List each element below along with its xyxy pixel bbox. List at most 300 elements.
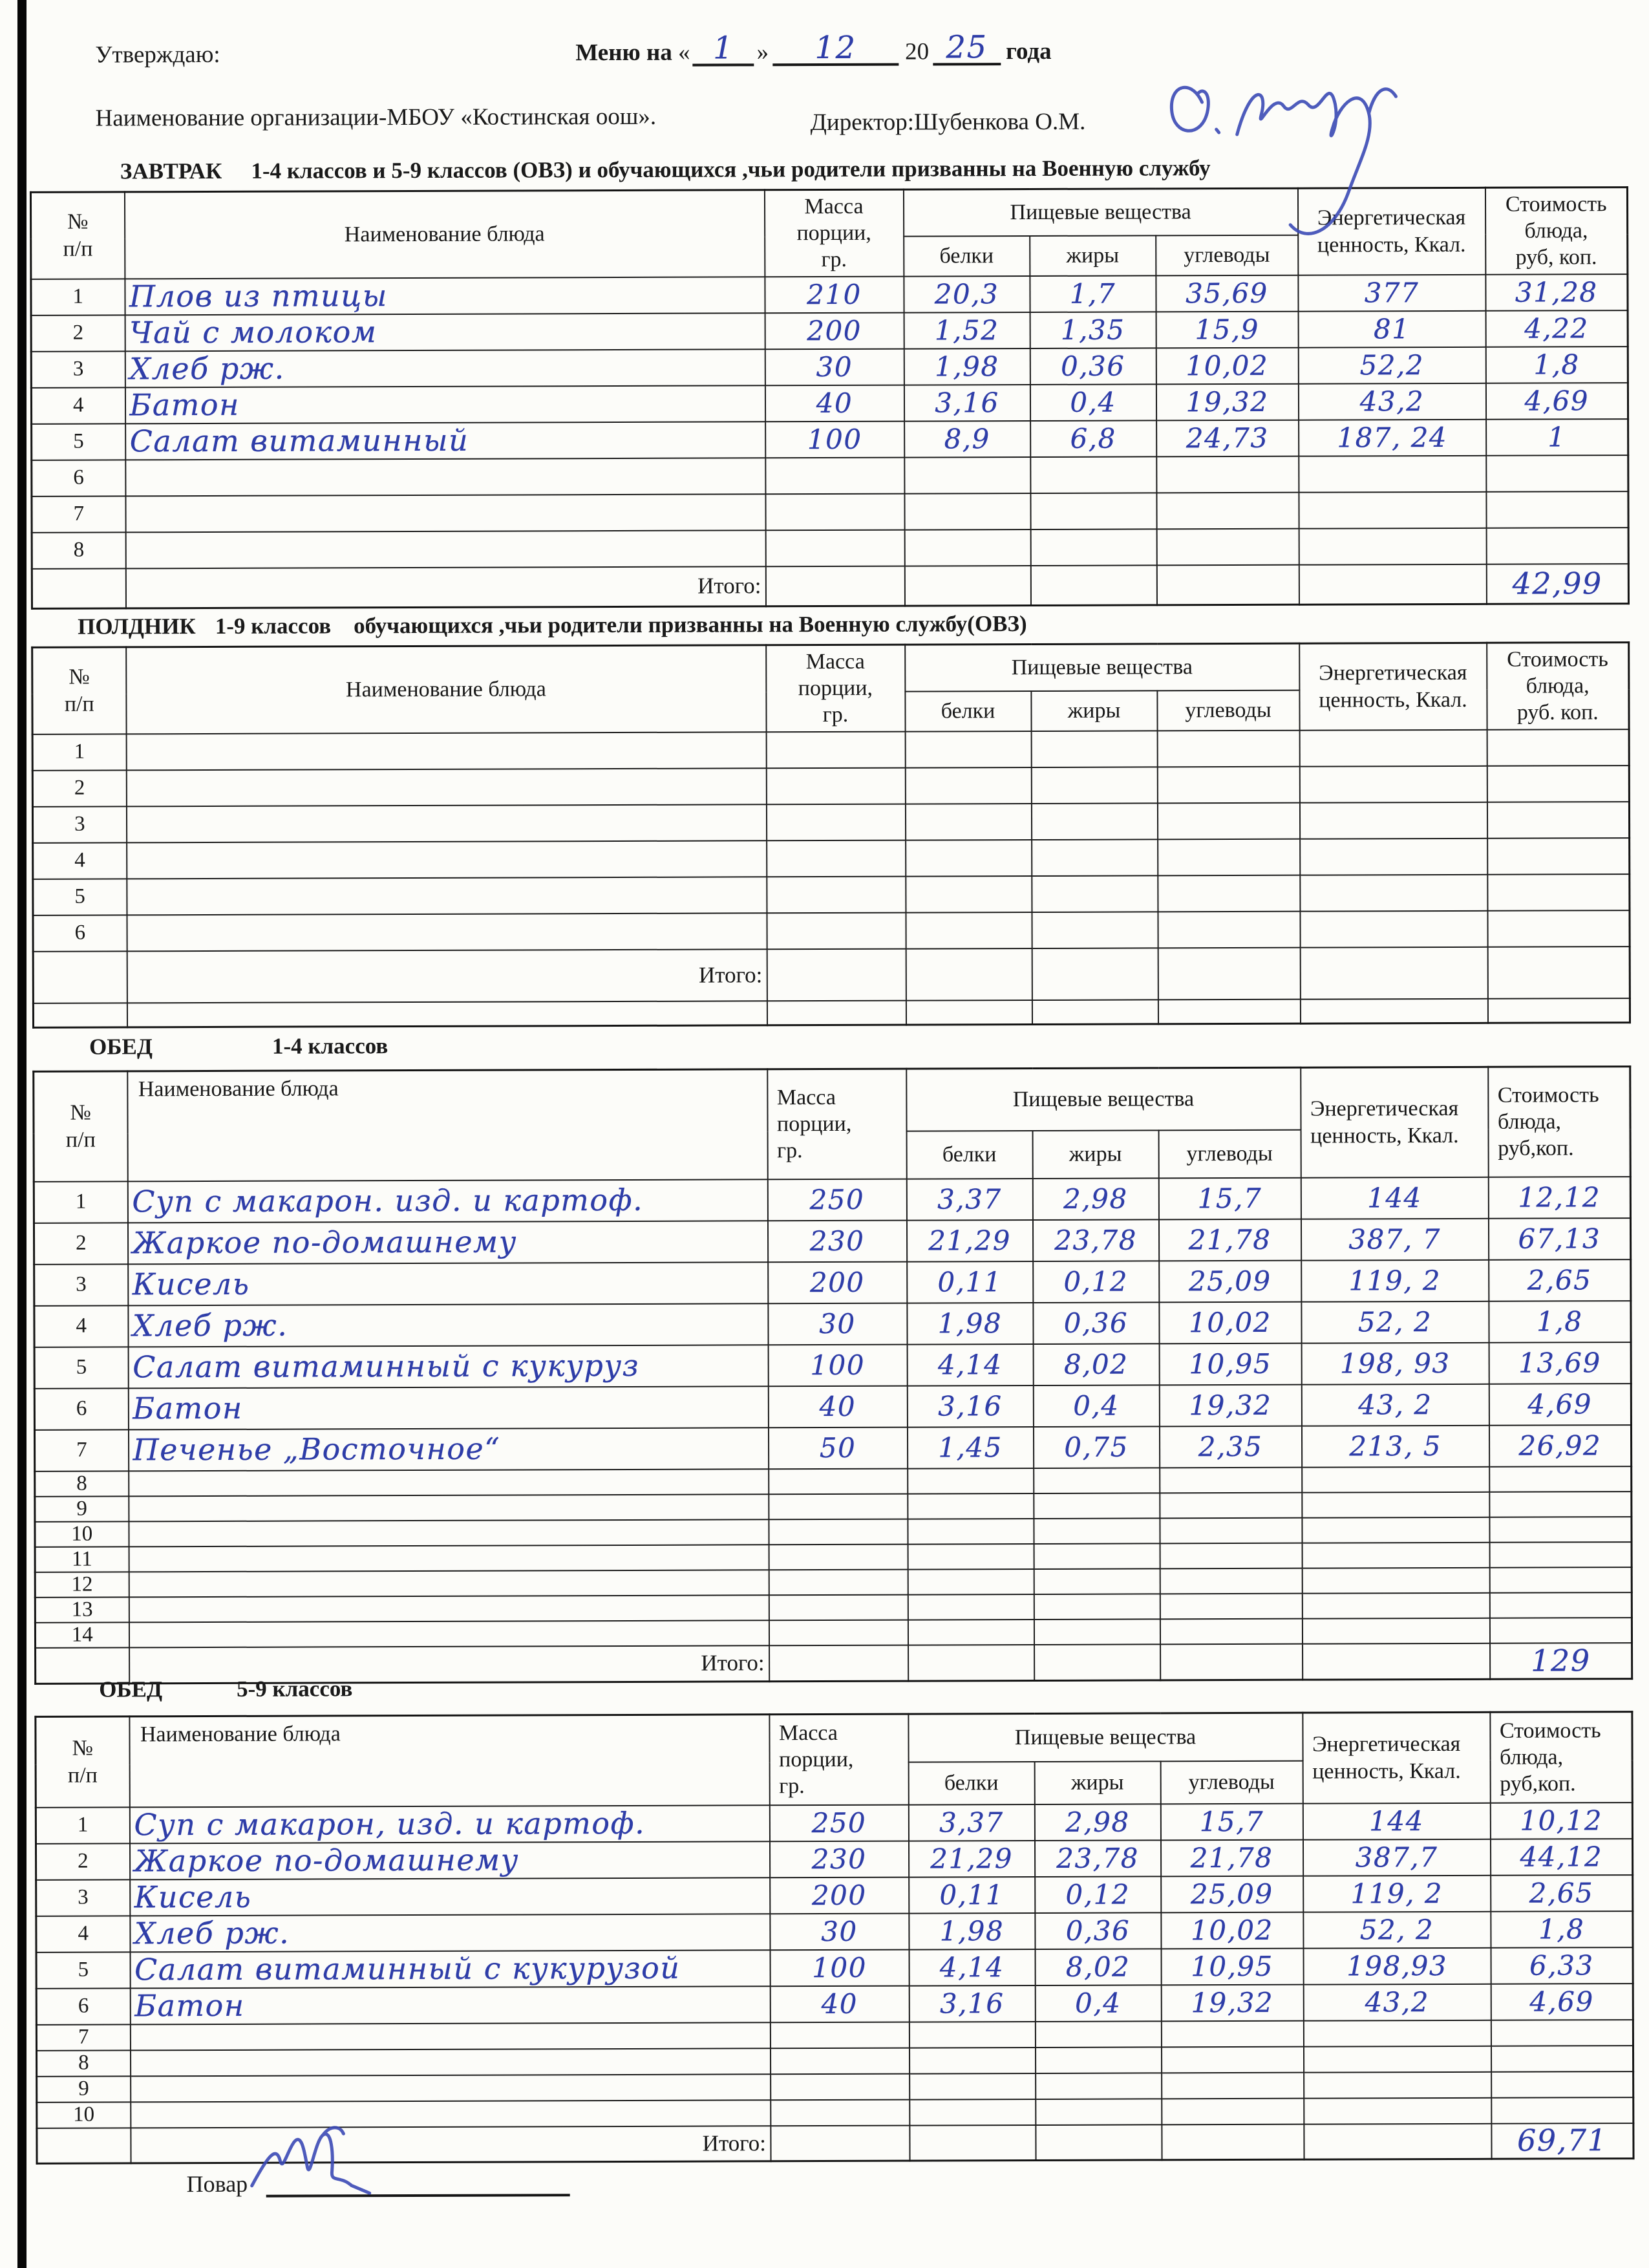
cell-row-number: 7 [36,2024,130,2050]
cell-dish-name [129,1519,769,1546]
cell-protein [910,2073,1036,2099]
cell-empty [906,948,1032,1000]
cell-cost: 1,8 [1491,1911,1633,1948]
cell-energy [1304,2097,1491,2124]
col-header-number: № п/п [34,1071,128,1181]
cell-row-number: 8 [32,532,125,568]
table-row [34,1259,1631,1306]
cell-fat: 0,75 [1033,1426,1159,1468]
meal-scope: 1-4 классов [271,1033,388,1059]
col-header-protein: белки [906,1130,1032,1179]
cell-fat [1034,1594,1160,1620]
cell-empty [1032,948,1158,1000]
cell-energy [1304,2046,1491,2072]
table-row [32,729,1629,771]
cell-protein [904,456,1030,493]
cell-protein: 20,3 [904,275,1030,312]
cell-row-number: 4 [34,1305,128,1347]
cell-carbs: 19,32 [1159,1384,1301,1426]
cell-energy [1302,1466,1489,1492]
cell-row-number: 5 [32,423,125,460]
cell-energy: 43,2 [1298,383,1485,420]
cell-fat [1035,2021,1161,2048]
cell-empty [33,1003,127,1027]
total-cost-value: 42,99 [1486,564,1628,604]
cell-protein [904,493,1030,530]
col-header-carbs: углеводы [1160,1760,1303,1804]
cell-cost [1486,528,1628,564]
col-header-cost: Стоимость блюда, руб,коп. [1488,1067,1631,1177]
cell-dish-name: Батон [130,1986,770,2024]
cell-fat: 0,36 [1035,1912,1161,1949]
cell-mass [769,1594,908,1620]
cell-fat [1034,1619,1160,1645]
col-header-protein: белки [908,1761,1034,1804]
cell-empty [32,568,125,608]
cell-empty [765,566,904,606]
cell-carbs: 15,7 [1158,1177,1301,1219]
cell-fat: 23,78 [1032,1219,1158,1261]
table-row [31,310,1628,352]
table-row [33,838,1630,879]
table-row [36,1984,1633,2025]
cell-carbs [1160,1517,1302,1543]
cell-mass: 50 [768,1427,907,1469]
cell-row-number: 8 [35,1471,129,1496]
snack-table [31,641,1631,1029]
total-label: Итого: [127,949,767,1003]
col-header-energy: Энергетическая ценность, Ккал. [1297,187,1485,275]
cell-empty [37,2128,131,2163]
cell-empty [767,1000,906,1025]
cell-row-number: 3 [31,351,125,387]
cell-dish-name [127,840,767,879]
cell-mass: 250 [769,1804,908,1841]
cell-dish-name: Батон [128,1386,768,1429]
col-header-dish: Наименование блюда [127,1069,768,1181]
cell-protein [906,875,1032,912]
cell-cost: 1 [1486,419,1628,456]
cell-row-number: 10 [35,1521,129,1546]
cell-protein: 1,45 [907,1426,1033,1468]
menu-century: 20 [905,38,930,65]
cell-mass [771,2099,910,2126]
cell-fat [1031,731,1157,767]
menu-month-handwritten: 12 [814,29,856,67]
cell-carbs [1161,2020,1303,2047]
table-row [32,802,1629,843]
cell-mass: 200 [770,1877,909,1914]
cell-carbs [1157,730,1299,767]
cell-protein [908,1518,1034,1544]
cell-fat: 8,02 [1035,1949,1161,1985]
cell-carbs [1157,766,1299,803]
cell-fat: 0,4 [1035,1985,1161,2022]
cell-mass: 30 [770,1913,909,1950]
cell-fat [1034,1568,1160,1594]
cell-energy [1299,765,1487,802]
lunch-5-9-table [34,1711,1634,2165]
cell-energy: 387, 7 [1301,1218,1488,1260]
cell-protein [908,1568,1034,1594]
cell-row-number: 1 [36,1807,129,1843]
cell-dish-name [129,1469,769,1496]
cell-carbs: 21,78 [1160,1839,1303,1876]
cell-carbs: 10,02 [1161,1912,1303,1949]
cell-empty [1487,998,1630,1023]
cell-cost [1489,1517,1632,1543]
cell-fat [1031,767,1157,804]
cell-energy: 119, 2 [1303,1875,1491,1912]
cell-dish-name [126,768,766,806]
cell-row-number: 10 [37,2102,131,2128]
cell-energy: 198, 93 [1301,1342,1489,1384]
table-row [36,1911,1633,1952]
col-header-carbs: углеводы [1157,690,1299,731]
cell-protein: 3,37 [906,1178,1032,1220]
cell-cost: 4,69 [1489,1384,1631,1426]
col-header-dish: Наименование блюда [126,645,766,734]
table-row [32,765,1629,807]
cell-empty [1158,947,1300,1000]
cell-dish-name: Салат витаминный [125,422,765,460]
cell-carbs [1160,1492,1302,1518]
cell-energy: 377 [1298,274,1485,311]
cell-protein [908,1543,1034,1569]
cell-protein: 3,16 [909,1985,1035,2022]
cell-energy: 119, 2 [1301,1259,1489,1301]
cell-row-number: 4 [31,387,125,423]
cell-protein [910,2099,1036,2125]
cell-mass [769,1519,908,1545]
table-row [31,383,1628,424]
cell-protein: 1,98 [904,348,1030,385]
cell-mass [766,731,905,768]
total-row [32,564,1628,609]
cell-carbs [1158,875,1300,912]
cell-cost [1489,1567,1632,1593]
cell-empty [1304,2123,1491,2159]
cell-cost [1491,2071,1633,2098]
cell-mass: 40 [765,385,904,422]
cell-dish-name: Жаркое по-домашнему [127,1221,767,1264]
cell-fat [1035,2047,1161,2073]
cell-row-number: 6 [36,1988,130,2024]
cell-protein: 21,29 [906,1219,1032,1261]
table-row [36,1947,1633,1989]
cell-fat: 23,78 [1034,1840,1160,1877]
cell-row-number: 1 [32,734,126,770]
cell-carbs: 19,32 [1161,1984,1303,2021]
cell-fat [1034,1468,1160,1493]
cell-fat: 8,02 [1033,1343,1159,1385]
cell-protein [909,2021,1035,2048]
col-header-cost: Стоимость блюда, руб. коп. [1487,643,1629,730]
col-header-number: № п/п [36,1717,129,1807]
cell-mass [771,2073,910,2100]
cell-empty [767,948,906,1001]
meal-scope: 1-4 классов и 5-9 классов (ОВЗ) и обучающихся ,чьи родители призванны на Военную службу [251,155,1211,184]
cell-dish-name: Хлеб рж. [128,1303,768,1347]
cell-carbs [1160,1593,1302,1619]
cell-row-number: 13 [35,1597,129,1622]
table-row [34,1342,1631,1389]
menu-suffix: года [1006,37,1052,65]
cell-protein: 3,16 [907,1385,1033,1427]
cell-dish-name: Жаркое по-домашнему [129,1841,769,1879]
col-header-nutrients: Пищевые вещества [908,1713,1303,1762]
col-header-carbs: углеводы [1158,1129,1301,1178]
menu-label: Меню на [575,39,672,67]
section-snack [31,608,1629,1029]
table-row [33,910,1630,952]
col-header-cost: Стоимость блюда, руб, коп. [1485,187,1627,275]
cell-row-number: 3 [32,806,126,842]
cell-carbs: 10,95 [1161,1948,1303,1985]
cell-protein [908,1468,1034,1493]
cell-energy [1302,1517,1489,1543]
cell-carbs [1158,911,1300,948]
menu-year-handwritten: 25 [946,29,988,66]
total-row [33,947,1630,1003]
cell-fat [1036,2099,1162,2125]
total-cost-value: 69,71 [1491,2123,1633,2159]
cell-protein: 1,52 [904,312,1030,348]
cell-mass [767,876,906,913]
cell-dish-name: Салат витаминный с кукурузой [130,1950,770,1988]
cell-cost [1487,802,1629,839]
section-lunch-5-9 [34,1671,1632,2165]
col-header-nutrients: Пищевые вещества [903,188,1297,236]
table-row [31,347,1628,388]
table-row [32,455,1628,497]
cell-mass [770,2022,909,2048]
col-header-energy: Энергетическая ценность, Ккал. [1303,1712,1490,1803]
cell-cost [1489,1466,1632,1492]
cell-mass [770,2048,909,2074]
cell-protein: 0,11 [907,1261,1033,1303]
cell-row-number: 8 [36,2050,130,2076]
cell-carbs [1160,1618,1302,1644]
cell-fat [1034,1518,1160,1544]
cell-fat: 6,8 [1030,420,1156,457]
cell-carbs: 10,02 [1156,347,1298,384]
cell-fat [1030,456,1156,493]
cell-mass: 250 [767,1179,906,1221]
cell-fat: 0,12 [1033,1261,1159,1303]
cell-protein [904,529,1030,566]
cell-row-number: 6 [33,915,127,951]
cell-carbs: 24,73 [1156,420,1299,456]
cell-protein [908,1594,1034,1620]
cell-protein [905,767,1031,804]
cell-protein [906,839,1032,876]
total-label: Итого: [125,566,765,608]
cell-protein [908,1619,1034,1645]
lunch-1-4-table [32,1065,1633,1685]
cell-carbs [1156,492,1299,529]
cell-cost [1486,455,1628,492]
cell-carbs: 2,35 [1159,1426,1301,1468]
col-header-cost: Стоимость блюда, руб,коп. [1490,1712,1632,1803]
cell-fat [1034,1543,1160,1569]
cell-carbs [1162,2072,1304,2099]
cell-cost: 44,12 [1491,1839,1633,1876]
cell-fat: 2,98 [1032,1178,1158,1220]
cell-carbs: 21,78 [1158,1219,1301,1261]
cell-fat: 2,98 [1034,1804,1160,1841]
cell-cost [1486,491,1628,528]
menu-title-line [575,29,1052,67]
cell-fat [1032,839,1158,876]
cell-row-number: 3 [36,1879,130,1916]
cell-carbs: 25,09 [1161,1876,1303,1912]
cell-row-number: 5 [34,1347,128,1388]
cell-dish-name: Суп с макарон, изд. и картоф. [129,1805,769,1843]
cell-dish-name [131,2100,771,2128]
cell-mass: 200 [768,1261,907,1303]
total-cost-value [1487,947,1630,999]
cell-carbs [1162,2098,1304,2124]
cell-empty [1158,999,1300,1024]
cell-protein: 4,14 [907,1343,1033,1385]
cell-cost: 1,8 [1485,347,1628,383]
cell-cost: 6,33 [1491,1947,1633,1984]
cell-fat [1030,529,1156,566]
cell-carbs: 35,69 [1156,275,1298,312]
cell-mass [765,493,904,530]
cell-carbs: 19,32 [1156,383,1298,420]
cell-row-number: 7 [32,496,125,532]
cell-fat [1032,875,1158,912]
cell-empty [1030,565,1156,606]
cell-mass [769,1620,908,1645]
cell-cost: 2,65 [1489,1259,1631,1301]
col-header-mass: Масса порции, гр. [764,189,903,277]
organization-line: Наименование организации-МБОУ «Костинская оош». [95,103,657,132]
cell-energy [1302,1618,1489,1643]
cell-carbs [1160,1467,1302,1493]
cell-carbs [1157,802,1299,839]
cell-protein: 1,98 [907,1302,1033,1344]
cell-dish-name [125,458,765,496]
cell-dish-name: Суп с макарон. изд. и картоф. [127,1179,767,1223]
cell-cost: 4,69 [1485,383,1628,420]
cell-mass [769,1468,908,1494]
cell-cost: 4,22 [1485,310,1628,347]
meal-name: ОБЕД [99,1676,163,1702]
cell-protein [905,731,1031,767]
col-header-protein: белки [905,690,1031,731]
cell-dish-name [125,494,765,532]
cell-carbs: 25,09 [1159,1260,1301,1302]
cell-fat: 0,4 [1033,1385,1159,1427]
cell-mass [769,1544,908,1570]
cell-energy: 198,93 [1303,1947,1491,1984]
cell-row-number: 3 [34,1264,128,1305]
total-cost-value: 129 [1490,1643,1632,1680]
cell-row-number: 5 [36,1952,130,1988]
cell-cost [1489,1542,1632,1568]
cell-row-number: 2 [32,770,126,806]
cell-empty [771,2125,910,2161]
total-label: Итого: [131,2126,771,2163]
cell-dish-name [126,732,766,770]
cell-carbs: 15,9 [1156,311,1298,348]
table-row [36,1875,1633,1916]
quote-close: » [756,39,769,66]
cell-energy [1302,1542,1489,1568]
cell-dish-name [130,2022,770,2050]
meal-name: ОБЕД [89,1034,153,1060]
cook-signature-icon [242,2115,436,2200]
cell-mass: 100 [770,1949,909,1986]
table-title [78,608,1628,641]
cell-fat [1032,912,1158,948]
cell-mass: 210 [765,276,904,313]
col-header-protein: белки [904,235,1030,276]
col-header-carbs: углеводы [1156,235,1298,275]
cell-dish-name: Батон [125,385,765,423]
cell-fat: 0,4 [1030,384,1156,421]
cell-energy [1299,729,1487,766]
cell-mass [765,457,904,494]
col-header-nutrients: Пищевые вещества [905,643,1299,691]
cell-energy: 187, 24 [1299,419,1486,456]
quote-open: « [678,39,690,66]
cell-cost [1487,838,1630,875]
col-header-nutrients: Пищевые вещества [906,1067,1301,1131]
cell-carbs: 15,7 [1160,1803,1303,1840]
table-row [36,1839,1632,1880]
cell-energy [1302,1567,1489,1593]
total-label: Итого: [129,1645,769,1684]
cell-cost [1487,910,1630,947]
cell-mass [765,530,904,566]
cell-dish-name: Хлеб рж. [130,1914,770,1952]
cell-mass: 30 [765,348,904,385]
cell-dish-name [129,1595,769,1622]
col-header-fat: жиры [1030,235,1156,276]
table-row [34,1425,1631,1471]
cell-empty [1299,564,1486,604]
cell-dish-name [127,877,767,915]
cell-carbs [1156,528,1299,565]
cell-row-number: 1 [31,279,125,315]
cell-cost: 31,28 [1485,274,1628,311]
cell-empty [1156,564,1299,605]
cell-row-number: 1 [34,1181,127,1223]
meal-scope: 5-9 классов [236,1676,353,1702]
cell-empty [1300,998,1487,1023]
cell-fat: 0,12 [1035,1876,1161,1913]
col-header-mass: Масса порции, гр. [769,1714,908,1805]
cell-protein: 1,98 [909,1912,1035,1949]
col-header-number: № п/п [32,647,126,734]
cell-row-number: 2 [31,315,125,351]
cell-energy: 43,2 [1303,1984,1491,2020]
table-row [34,1218,1630,1265]
col-header-fat: жиры [1034,1761,1160,1804]
cell-mass: 40 [770,1985,909,2022]
cell-energy [1300,910,1487,947]
cell-carbs [1160,1543,1302,1568]
cell-cost [1491,2097,1633,2124]
cell-dish-name: Салат витаминный с кукуруз [128,1345,768,1388]
cell-empty [1032,1000,1158,1025]
cell-cost: 1,8 [1489,1301,1631,1343]
cell-row-number: 9 [37,2076,131,2102]
